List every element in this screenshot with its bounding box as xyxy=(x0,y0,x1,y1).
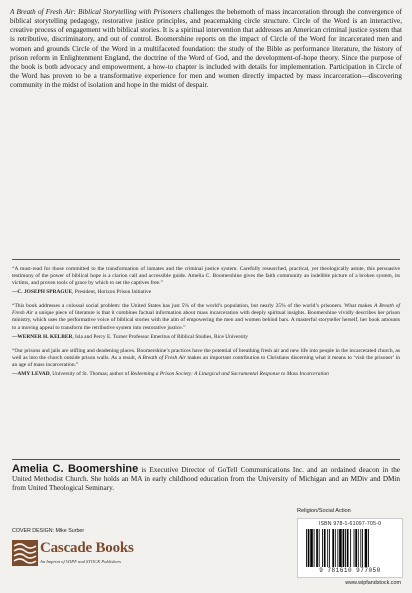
endorser-book-title: Redeeming a Prison Society: A Liturgical and Sacramental Response to Mass Incarceration xyxy=(130,370,329,377)
top-divider xyxy=(12,259,400,260)
barcode-bar xyxy=(306,529,307,567)
endorser-title: , President, Horizon Prison Initiative xyxy=(72,289,152,296)
barcode-bar xyxy=(324,529,326,567)
author-bio-text: is Executive Director of GoTell Communications Inc. and an ordained deacon in the United Methodist Church. She holds an MA in early childhood education from the University of Michigan and an MDiv and DMin from United Theological Seminary. xyxy=(12,466,401,492)
barcode-bar xyxy=(327,529,328,567)
endorsement-attribution xyxy=(12,334,400,341)
barcode-bar xyxy=(322,529,323,567)
endorser-name: —AMY LEVAD xyxy=(12,370,50,377)
isbn-digits: 9 781610 977050 xyxy=(319,567,381,574)
barcode-bar xyxy=(308,529,310,567)
barcode-bar xyxy=(339,529,342,567)
barcode-bar xyxy=(335,529,336,567)
book-title-italic: A Breath of Fresh Air: Biblical Storytelling with Prisoners xyxy=(10,8,182,16)
bisac-category: Religion/Social Action xyxy=(297,508,351,514)
barcode-bar xyxy=(347,529,349,567)
endorsement-attribution xyxy=(12,289,400,296)
endorsement xyxy=(12,266,400,296)
publisher-logo xyxy=(12,539,172,569)
barcode-bar xyxy=(365,529,368,567)
cover-design-credit: COVER DESIGN: Mike Surber xyxy=(12,528,85,534)
barcode-bar xyxy=(343,529,345,567)
book-description xyxy=(10,8,402,90)
barcode-bar xyxy=(310,529,313,567)
book-description-text: challenges the behemoth of mass incarceration through the convergence of biblical storytelling pedagogy, restorative justice principles, and peacemaking circle structure. Circle of the Word is an interactive, creative process of engagement with biblical stories. It is a spiritual intervention that addresses an American criminal justice system that is retributive, discriminatory, and out of control. Boomershine reports on the impact of Circle of the Word for incarcerated men and women and grounds Circle of the Word in a multifaceted foundation: the study of the Bible as performance literature, the history of prison reform in Enlightenment England, the doctrine of the Word of God, and the development-of-hope theory. Since the purpose of the book is both advocacy and empowerment, a how-to chapter is included with details for implementation. Participation in Circle of the Word has proven to be a transformative experience for men and women directly impacted by mass incarceration—discovering community in the midst of isolation and hope in the midst of despair. xyxy=(10,8,402,90)
isbn-barcode xyxy=(297,518,403,578)
endorsement-quote: “A must-read for those committed to the transformation of inmates and the criminal justice system. Carefully researched, practical, yet theologically astute, this persuasive testimony of the power of biblical hope is a clarion call and accessible guide. Amelia C. Boomershine gives the faith community an indelible picture of a broken system, its victims, and proven tools of grace by which to set the captives free.” xyxy=(12,266,400,287)
barcode-bar xyxy=(360,529,361,567)
cascade-waterfall-icon xyxy=(12,540,38,566)
barcode-bar xyxy=(319,529,320,567)
barcode-bar xyxy=(345,529,346,567)
author-name: Amelia C. Boomershine xyxy=(12,463,139,475)
barcode-bar xyxy=(337,529,338,567)
barcode-bar xyxy=(314,529,315,567)
endorser-title: , Isla and Percy E. Turner Professor Emeritus of Biblical Studies, Rice University xyxy=(72,333,248,340)
barcode-bar xyxy=(354,529,355,567)
endorsement xyxy=(12,303,400,340)
endorser-name: —WERNER H. KELBER xyxy=(12,333,73,340)
publisher-website: www.wipfandstock.com xyxy=(345,580,401,586)
publisher-imprint: An Imprint of WIPF and STOCK Publishers xyxy=(40,559,122,564)
endorsements xyxy=(12,266,400,385)
barcode-bar xyxy=(362,529,363,567)
isbn-label: ISBN 978-1-61097-705-0 xyxy=(318,521,382,527)
publisher-name: Cascade Books xyxy=(40,540,134,556)
author-bio xyxy=(12,465,400,493)
barcode-bar xyxy=(355,529,357,567)
barcode-bar xyxy=(358,529,359,567)
barcode-bar xyxy=(350,529,351,567)
endorser-title: , University of St. Thomas; author of xyxy=(49,370,131,377)
barcode-bar xyxy=(316,529,318,567)
barcode-bar xyxy=(332,529,334,567)
endorser-name: —C. JOSEPH SPRAGUE xyxy=(12,289,73,296)
barcode-bar xyxy=(329,529,330,567)
barcode-bar xyxy=(368,529,369,567)
bottom-divider xyxy=(12,459,400,460)
endorsement xyxy=(12,348,400,378)
barcode-icon xyxy=(306,529,394,567)
endorsement-quote: “This book addresses a colossal social problem: the United States has just 5% of the world’s population, but nearly 25% of the world’s prisoners. What makes A Breath of Fresh Air a unique piece of literature is that it combines factual information about mass incarceration with deeply spiritual insights. Boomershine vividly describes her prison ministry, which uses the performative voice of biblical stories with the aim of empowering the men and women behind bars. A masterful storyteller herself, her book amounts to a moving appeal to transform the retributive system into restorative justice.” xyxy=(12,303,400,331)
endorsement-attribution xyxy=(12,371,400,378)
endorsement-quote: “Our prisons and jails are stifling and deadening places. Boomershine’s practices have the potential of breathing fresh air and new life into people in the incarcerated church, as well as into the church outside prison walls. As a result, A Breath of Fresh Air makes an important contribution to Christians discerning what it means to ‘visit the prisoner’ in an age of mass incarceration.” xyxy=(12,347,400,368)
